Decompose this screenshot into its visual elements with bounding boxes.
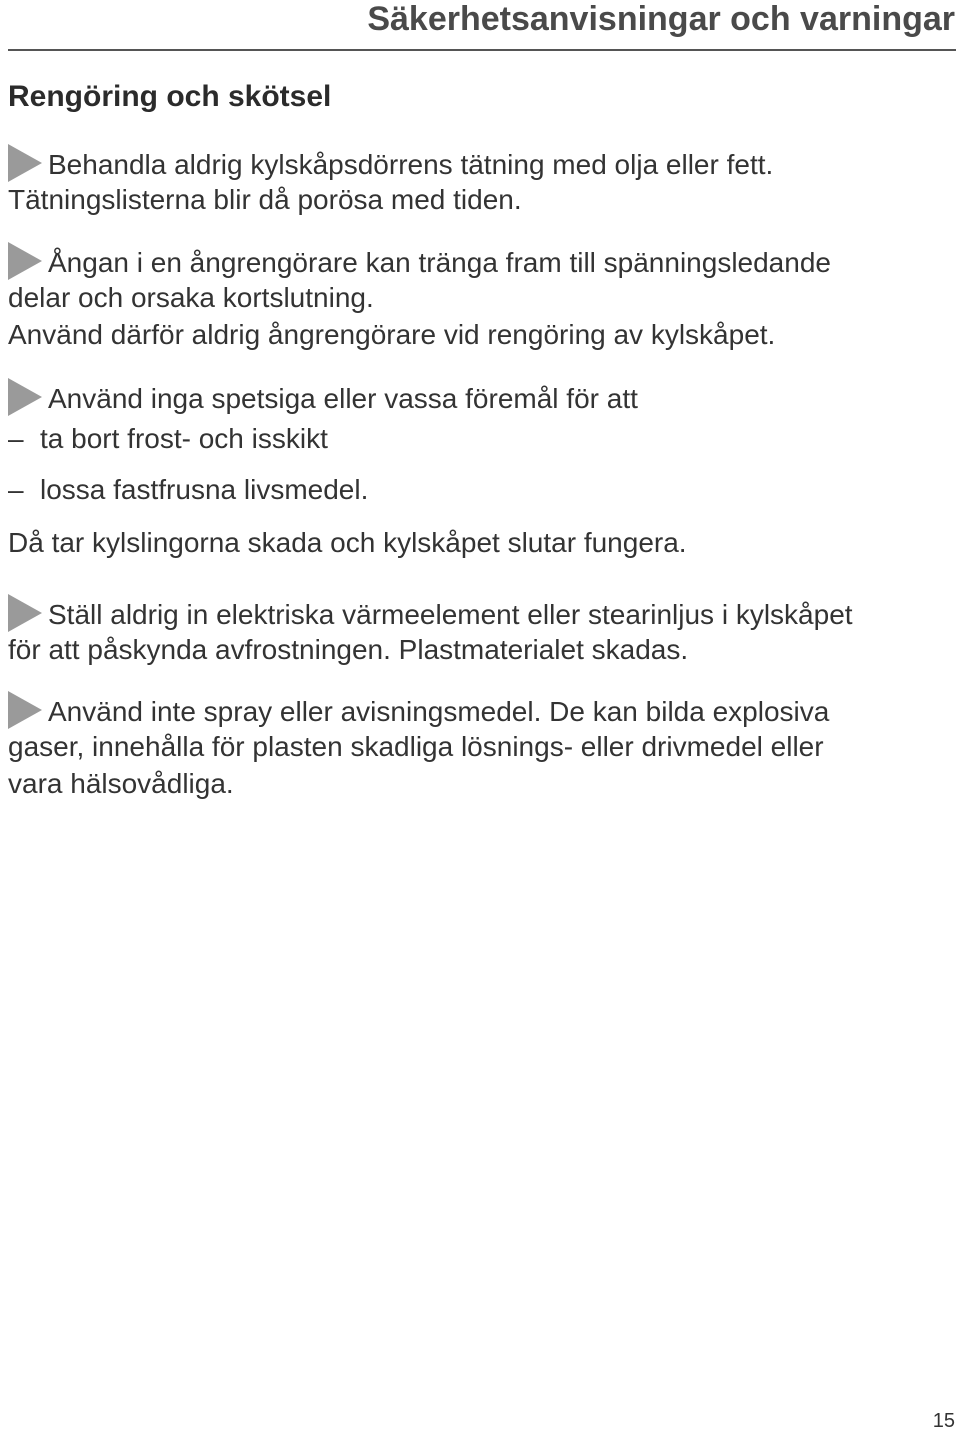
warning-arrow-icon — [8, 242, 42, 280]
paragraph-line: för att påskynda avfrostningen. Plastmaterialet skadas. — [8, 634, 689, 665]
warning-arrow-icon — [8, 378, 42, 416]
paragraph-line: Tätningslisterna blir då porösa med tiden. — [8, 184, 522, 215]
paragraph-line: gaser, innehålla för plasten skadliga lösnings- eller drivmedel eller — [8, 731, 824, 762]
dash-list-text: ta bort frost- och isskikt — [40, 423, 328, 454]
paragraph-line: Då tar kylslingorna skada och kylskåpet slutar fungera. — [8, 527, 687, 558]
warning-arrow-icon — [8, 144, 42, 182]
page-number: 15 — [932, 1410, 955, 1432]
paragraph-text: Ångan i en ångrengörare kan tränga fram till spänningsledande — [48, 247, 831, 278]
dash-icon: – — [8, 474, 24, 505]
section-heading: Rengöring och skötsel — [8, 80, 332, 113]
dash-list-item — [8, 472, 368, 508]
paragraph-line: vara hälsovådliga. — [8, 768, 234, 799]
dash-list-text: lossa fastfrusna livsmedel. — [40, 474, 369, 505]
dash-list-item — [8, 421, 328, 457]
paragraph-text: Använd inga spetsiga eller vassa föremål för att — [48, 383, 638, 414]
paragraph-line — [8, 691, 829, 730]
paragraph-line — [8, 144, 773, 183]
paragraph-line: delar och orsaka kortslutning. — [8, 282, 374, 313]
paragraph-line — [8, 594, 853, 633]
paragraph-text: Behandla aldrig kylskåpsdörrens tätning med olja eller fett. — [48, 149, 774, 180]
paragraph-line — [8, 242, 831, 281]
paragraph-line: Använd därför aldrig ångrengörare vid rengöring av kylskåpet. — [8, 319, 776, 350]
page-header-title: Säkerhetsanvisningar och varningar — [367, 0, 955, 38]
paragraph-text: Ställ aldrig in elektriska värmeelement eller stearinljus i kylskåpet — [48, 599, 853, 630]
paragraph-line — [8, 378, 638, 417]
header-rule — [8, 49, 956, 51]
warning-arrow-icon — [8, 691, 42, 729]
dash-icon: – — [8, 423, 24, 454]
paragraph-text: Använd inte spray eller avisningsmedel. De kan bilda explosiva — [48, 696, 830, 727]
warning-arrow-icon — [8, 594, 42, 632]
